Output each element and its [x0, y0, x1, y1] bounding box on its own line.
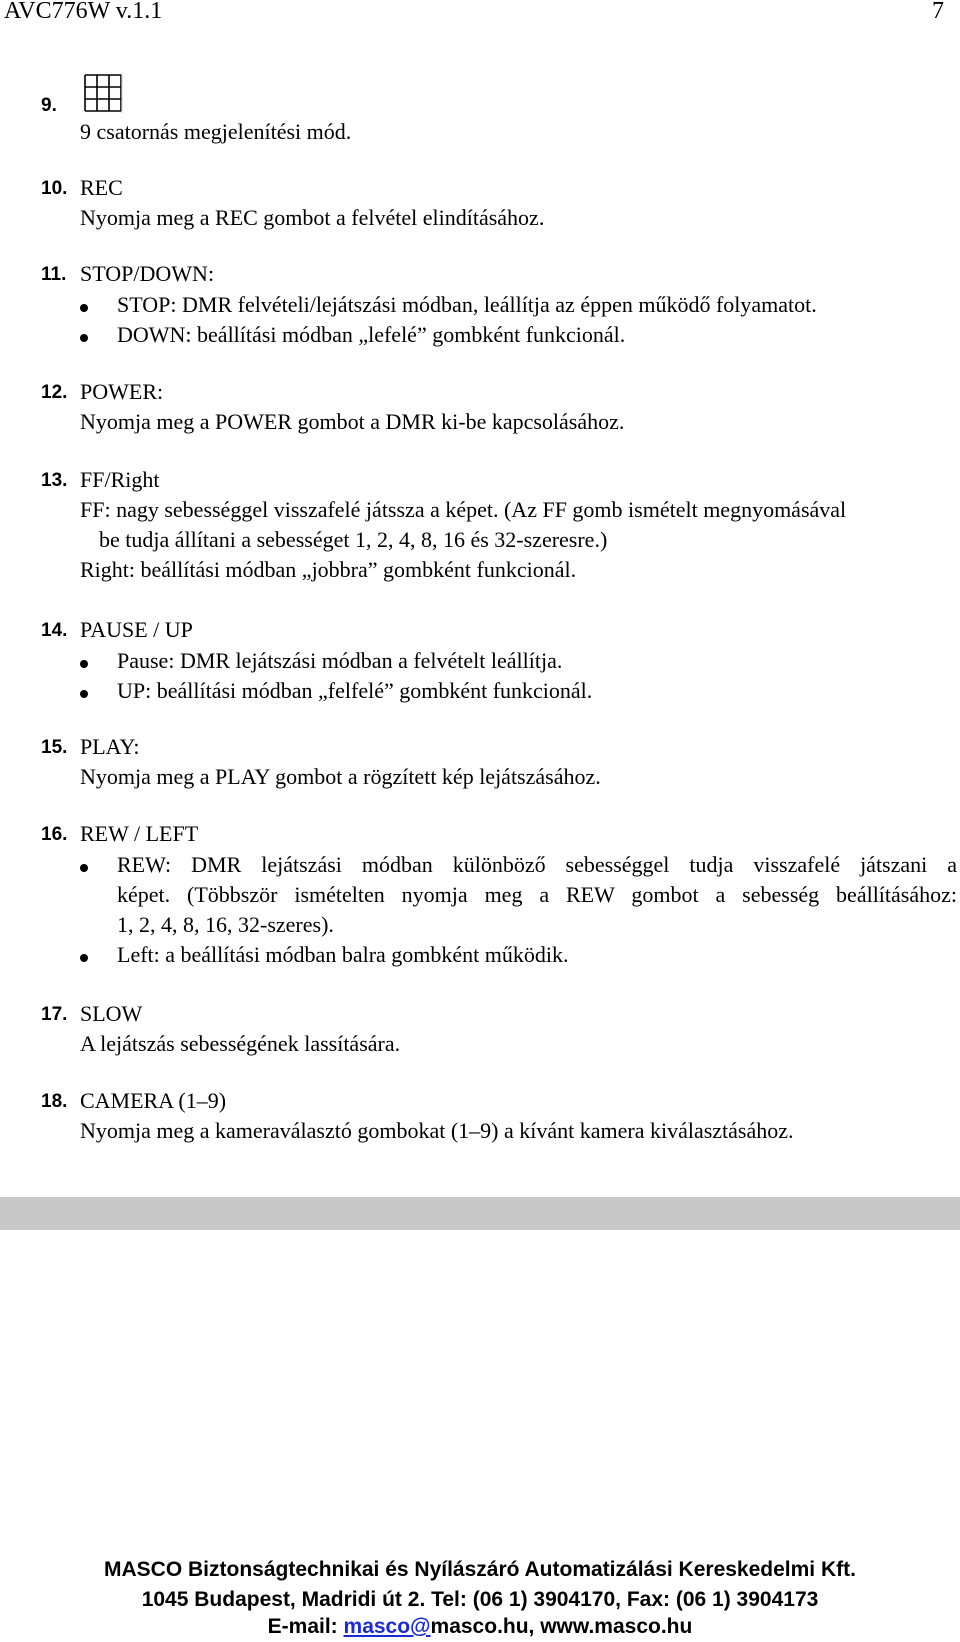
item-13-line-1: FF: nagy sebességgel visszafelé játssza a képet. (Az FF gomb ismételt megnyomásával	[80, 497, 847, 522]
item-14-title: PAUSE / UP	[80, 617, 193, 642]
page-number: 7	[932, 0, 944, 24]
item-18-number: 18.	[41, 1091, 68, 1112]
email-link[interactable]: masco@	[343, 1615, 431, 1638]
item-12-number: 12.	[41, 382, 68, 403]
footer-address: 1045 Budapest, Madridi út 2. Tel: (06 1) 3904170, Fax: (06 1) 3904173	[141, 1588, 819, 1611]
item-13-line-2: be tudja állítani a sebességet 1, 2, 4, 8, 16 és 32-szeresre.)	[99, 527, 608, 552]
item-10-number: 10.	[41, 178, 68, 199]
bullet-icon	[80, 864, 88, 872]
footer-company: MASCO Biztonságtechnikai és Nyílászáró Automatizálási Kereskedelmi Kft.	[104, 1558, 856, 1581]
bullet-icon	[80, 304, 88, 312]
item-10-text: Nyomja meg a REC gombot a felvétel elindításához.	[80, 205, 545, 230]
item-13-title: FF/Right	[80, 467, 160, 492]
item-16-bullet-1-line-1: REW: DMR lejátszási módban különböző sebességgel tudja visszafelé játszani a	[117, 852, 957, 877]
item-18-text: Nyomja meg a kameraválasztó gombokat (1–9) a kívánt kamera kiválasztásához.	[80, 1118, 794, 1143]
item-11-number: 11.	[41, 264, 67, 285]
item-11-bullet-2: DOWN: beállítási módban „lefelé” gombként funkcionál.	[117, 322, 626, 347]
bullet-icon	[80, 660, 88, 668]
item-16-bullet-1-line-2: képet. (Többször ismételten nyomja meg a REW gombot a sebesség beállításához:	[117, 882, 957, 907]
gray-divider-bar	[0, 1197, 960, 1230]
item-15-title: PLAY:	[80, 734, 140, 759]
item-18-title: CAMERA (1–9)	[80, 1088, 227, 1113]
item-13-number: 13.	[41, 470, 68, 491]
item-9-text: 9 csatornás megjelenítési mód.	[80, 119, 352, 144]
item-15-number: 15.	[41, 737, 68, 758]
document-header-title: AVC776W v.1.1	[4, 0, 163, 24]
item-12-title: POWER:	[80, 379, 164, 404]
item-17-title: SLOW	[80, 1001, 143, 1026]
item-14-number: 14.	[41, 620, 68, 641]
bullet-icon	[80, 334, 88, 342]
item-17-text: A lejátszás sebességének lassítására.	[80, 1031, 401, 1056]
item-14-bullet-2: UP: beállítási módban „felfelé” gombként funkcionál.	[117, 678, 593, 703]
item-17-number: 17.	[41, 1004, 68, 1025]
item-14-bullet-1: Pause: DMR lejátszási módban a felvételt leállítja.	[117, 648, 563, 673]
item-15-text: Nyomja meg a PLAY gombot a rögzített kép lejátszásához.	[80, 764, 601, 789]
item-12-text: Nyomja meg a POWER gombot a DMR ki-be kapcsolásához.	[80, 409, 625, 434]
footer-contact	[0, 1612, 960, 1642]
bullet-icon	[80, 954, 88, 962]
item-11-title: STOP/DOWN:	[80, 261, 215, 286]
bullet-icon	[80, 690, 88, 698]
item-16-title: REW / LEFT	[80, 821, 199, 846]
footer-web: masco.hu, www.masco.hu	[430, 1615, 693, 1638]
item-16-number: 16.	[41, 824, 68, 845]
nine-grid-icon	[83, 73, 123, 113]
item-13-line-3: Right: beállítási módban „jobbra” gombként funkcionál.	[80, 557, 577, 582]
item-11-bullet-1: STOP: DMR felvételi/lejátszási módban, leállítja az éppen működő folyamatot.	[117, 292, 817, 317]
footer-email-label: E-mail:	[267, 1615, 344, 1638]
item-16-bullet-1-line-3: 1, 2, 4, 8, 16, 32-szeres).	[117, 912, 334, 937]
item-16-bullet-2: Left: a beállítási módban balra gombként működik.	[117, 942, 569, 967]
item-9-number: 9.	[41, 95, 57, 116]
item-10-title: REC	[80, 175, 123, 200]
